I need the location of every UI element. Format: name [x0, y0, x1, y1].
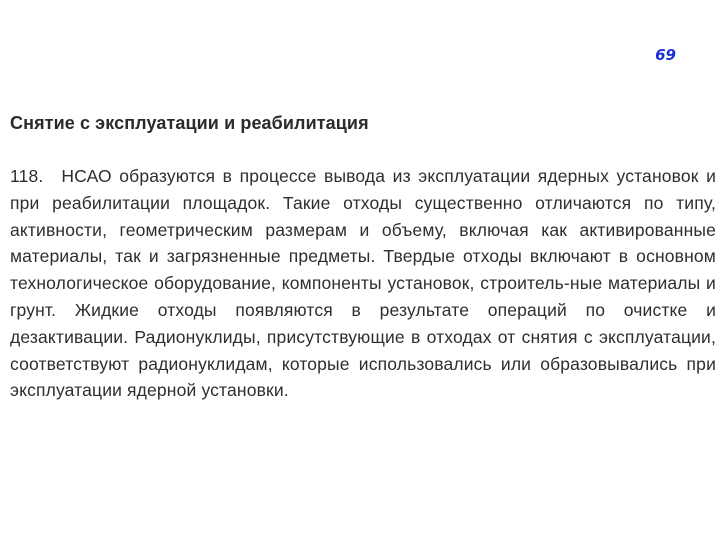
paragraph-number: 118. — [10, 166, 44, 186]
section-heading: Снятие с эксплуатации и реабилитация — [10, 113, 369, 133]
paragraph-118 — [10, 163, 716, 404]
paragraph-text: НСАО образуются в процессе вывода из эксплуатации ядерных установок и при реабилитации площадок. Такие отходы существенно отличаются по типу, активности, геометрическим размерам и объему, включая как активированные материалы, так и загрязненные предметы. Твердые отходы включают в основном технологическое оборудование, компоненты установок, строитель-ные материалы и грунт. Жидкие отходы появляются в результате операций по очистке и дезактивации. Радионуклиды, присутствующие в отходах от снятия с эксплуатации, соответствуют радионуклидам, которые использовались или образовывались при эксплуатации ядерной установки. — [10, 166, 716, 401]
page-number: 69 — [655, 46, 676, 64]
